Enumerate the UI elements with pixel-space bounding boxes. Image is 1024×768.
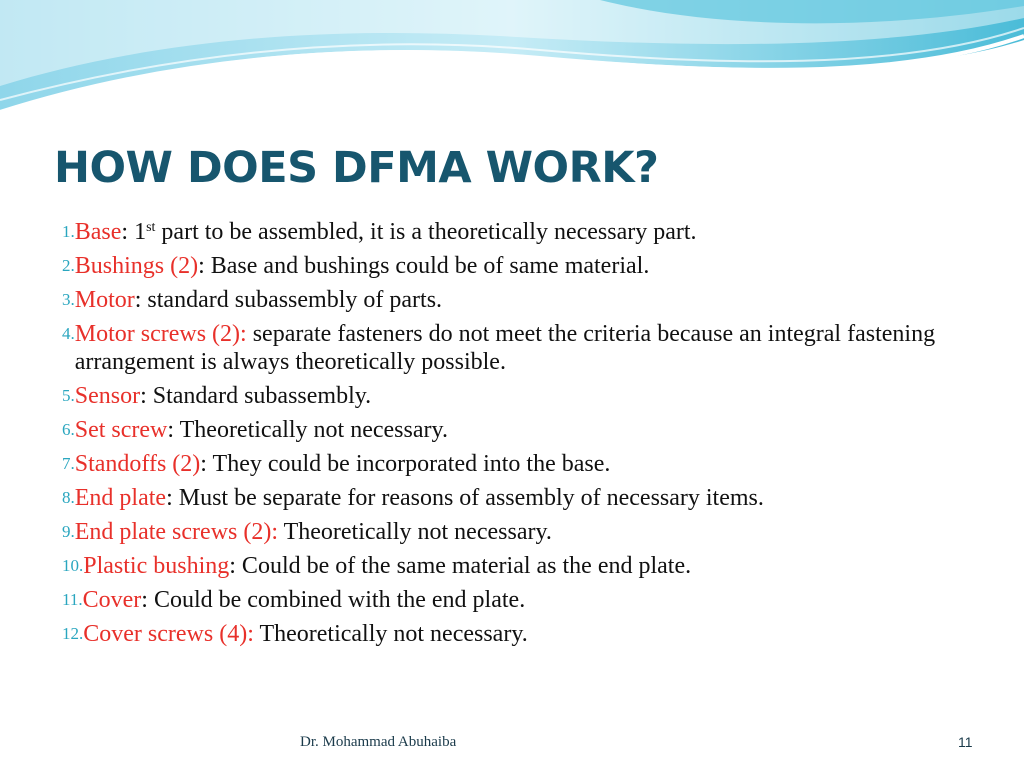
item-term: Plastic bushing (83, 553, 230, 579)
footer-author: Dr. Mohammad Abuhaiba (300, 734, 457, 750)
ordinal-suffix: st (146, 220, 156, 235)
item-number: 1. (62, 222, 75, 241)
item-number: 3. (62, 290, 75, 309)
list-item (62, 552, 992, 580)
item-number: 6. (62, 420, 75, 439)
decorative-wave-banner (0, 0, 1024, 120)
slide-title: HOW DOES DFMA WORK? (54, 143, 659, 193)
item-number: 12. (62, 624, 84, 643)
item-description: : Could be of the same material as the end plate. (229, 553, 692, 579)
item-description: : Theoretically not necessary. (167, 417, 448, 443)
item-number: 5. (62, 386, 75, 405)
item-description: : Base and bushings could be of same material. (198, 253, 650, 279)
item-term: Cover screws (4): (83, 621, 254, 647)
item-number: 11. (62, 590, 83, 609)
list-item (62, 620, 992, 648)
item-number: 8. (62, 488, 75, 507)
list-item (62, 218, 992, 246)
list-item (62, 450, 992, 478)
item-description: : Must be separate for reasons of assembly of necessary items. (166, 485, 764, 511)
item-term: Sensor (74, 383, 141, 409)
item-description: Theoretically not necessary. (253, 621, 528, 647)
item-description: : Could be combined with the end plate. (141, 587, 526, 613)
item-number: 9. (62, 522, 75, 541)
item-number: 4. (62, 324, 75, 343)
item-term: Set screw (74, 417, 168, 443)
list-item (62, 484, 992, 512)
item-description: : Standard subassembly. (140, 383, 372, 409)
item-term: Standoffs (2) (74, 451, 201, 477)
item-term: End plate (74, 485, 167, 511)
item-description: part to be assembled, it is a theoretically necessary part. (155, 219, 697, 245)
item-number: 10. (62, 556, 84, 575)
list-item (62, 252, 992, 280)
page-number: 11 (958, 734, 973, 750)
item-description: separate fasteners do not meet the criteria because an integral fastening arrangement is always theoretically possible. (74, 321, 936, 375)
item-number: 2. (62, 256, 75, 275)
list-item (62, 518, 992, 546)
list-item (62, 586, 992, 614)
item-term: Motor screws (2): (74, 321, 247, 347)
item-term: Base (74, 219, 122, 245)
item-term: Bushings (2) (74, 253, 199, 279)
item-term: End plate screws (2): (74, 519, 279, 545)
item-description: : They could be incorporated into the base. (200, 451, 611, 477)
item-description: : standard subassembly of parts. (134, 287, 443, 313)
item-number: 7. (62, 454, 75, 473)
list-item (62, 286, 992, 314)
item-term: Motor (74, 287, 135, 313)
item-description: Theoretically not necessary. (278, 519, 552, 545)
dfma-parts-list (62, 218, 992, 654)
list-item (62, 416, 992, 444)
list-item (62, 382, 992, 410)
item-term: Cover (82, 587, 142, 613)
list-item (62, 320, 992, 376)
item-ordinal: : 1 (121, 219, 147, 245)
